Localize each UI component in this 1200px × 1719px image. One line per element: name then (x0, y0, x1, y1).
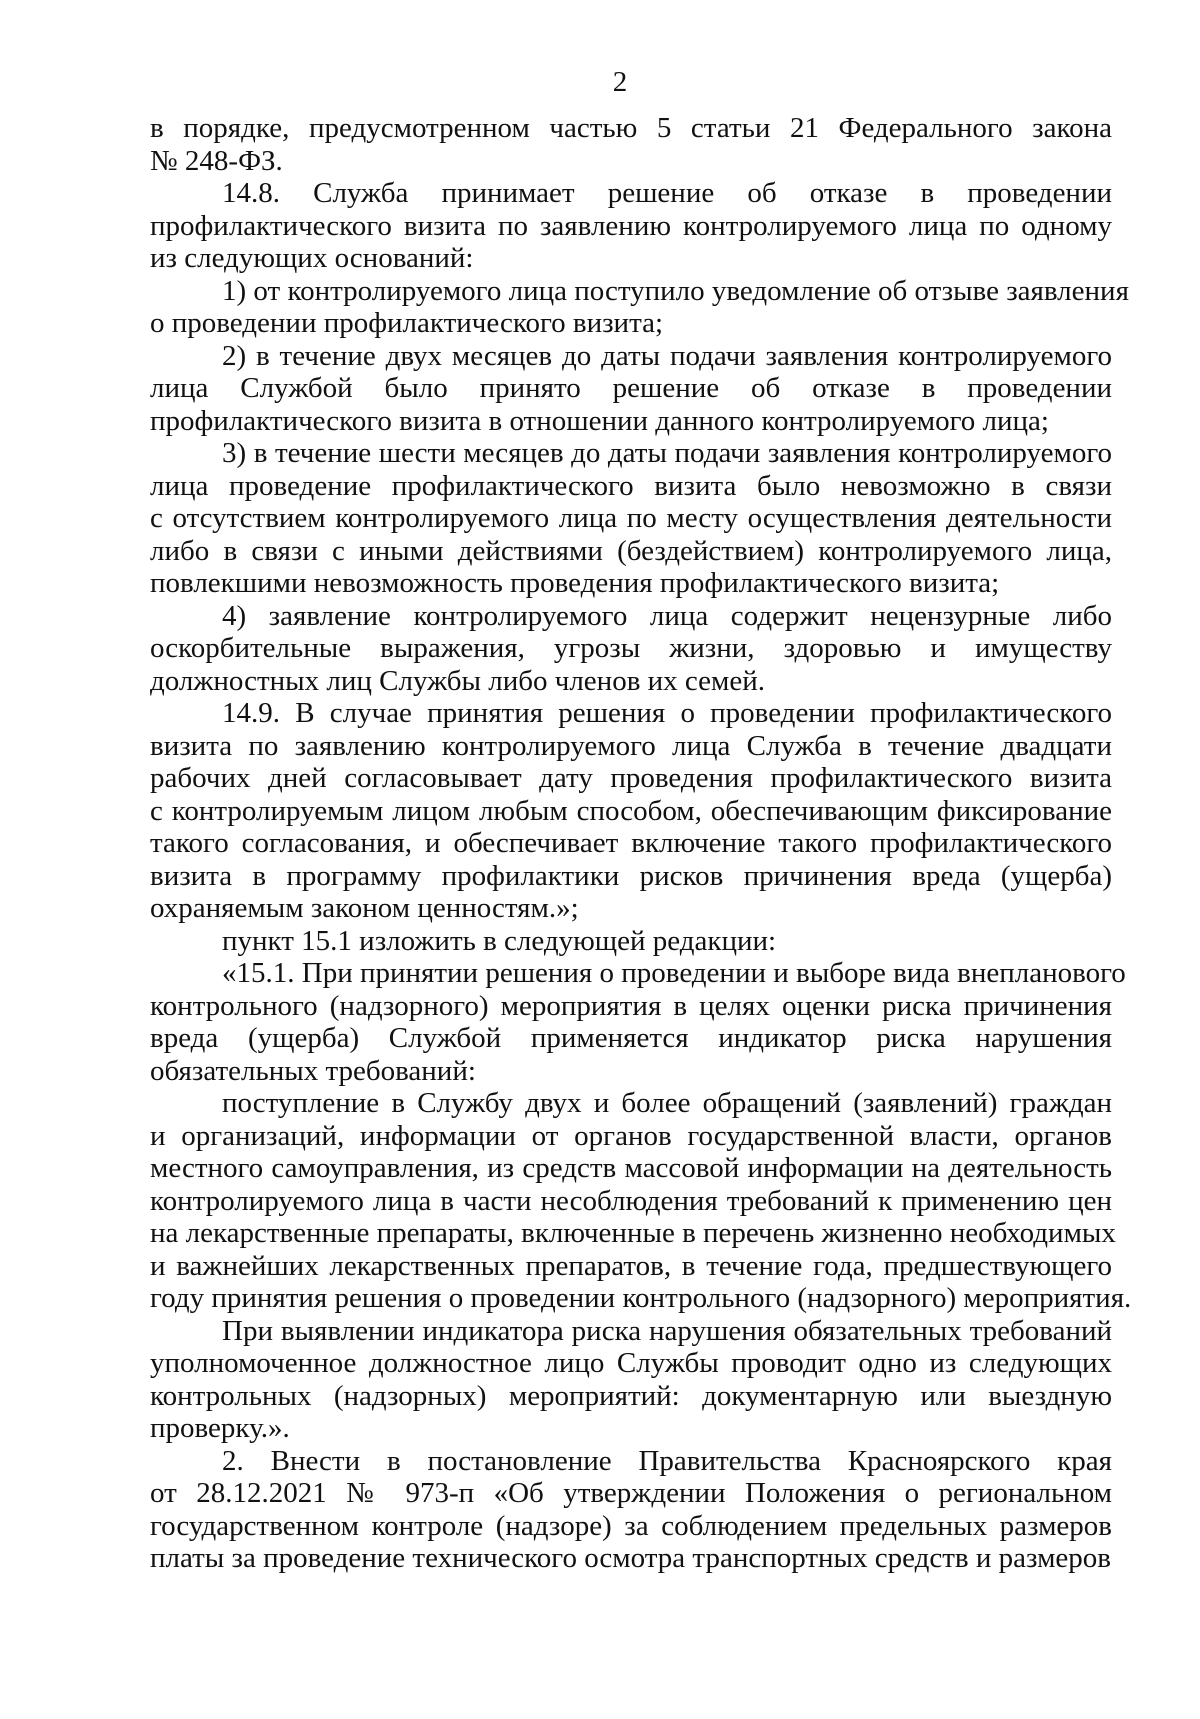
text-line: При выявлении индикатора риска нарушения обязательных требований (222, 1314, 1112, 1347)
text-line: профилактического визита в отношении данного контролируемого лица; (150, 404, 1049, 437)
paragraph (150, 1087, 1132, 1315)
text-line: уполномоченное должностное лицо Службы проводит одно из следующих (150, 1347, 1112, 1379)
text-line: и важнейших лекарственных препаратов, в течение года, предшествующего (150, 1249, 1112, 1282)
text-line: местного самоуправления, из средств массовой информации на деятельность (150, 1152, 1112, 1184)
text-line: и организаций, информации от органов государственной власти, органов (150, 1119, 1112, 1152)
text-line: должностных лиц Службы либо членов их семей. (150, 664, 766, 697)
text-line: такого согласования, и обеспечивает включение такого профилактического (150, 827, 1112, 859)
text-line: контрольных (надзорных) мероприятий: документарную или выездную (150, 1379, 1112, 1412)
paragraph (150, 340, 1112, 438)
paragraph (150, 925, 1112, 958)
text-line: оскорбительные выражения, угрозы жизни, здоровью и имуществу (150, 632, 1112, 664)
text-line: обязательных требований: (150, 1054, 476, 1087)
text-line: платы за проведение технического осмотра транспортных средств и размеров (150, 1542, 1111, 1574)
paragraph (150, 1315, 1112, 1445)
text-line: № 248-ФЗ. (150, 144, 283, 177)
text-line: рабочих дней согласовывает дату проведения профилактического визита (150, 762, 1112, 794)
text-line: лица проведение профилактического визита было невозможно в связи (150, 469, 1112, 502)
document-body (150, 112, 1132, 1575)
text-line: контрольного (надзорного) мероприятия в целях оценки риска причинения (150, 989, 1112, 1022)
text-line: государственном контроле (надзоре) за соблюдением предельных размеров (150, 1509, 1112, 1542)
text-line: 1) от контролируемого лица поступило уведомление об отзыве заявления (222, 274, 1129, 307)
text-line: от 28.12.2021 № 973-п «Об утверждении Положения о региональном (150, 1477, 1112, 1509)
text-line: с отсутствием контролируемого лица по месту осуществления деятельности (150, 502, 1112, 534)
text-line: году принятия решения о проведении контрольного (надзорного) мероприятия. (150, 1282, 1132, 1314)
text-line: либо в связи с иными действиями (бездействием) контролируемого лица, (150, 534, 1112, 567)
text-line: в порядке, предусмотренном частью 5 статьи 21 Федерального закона (150, 112, 1112, 144)
text-line: о проведении профилактического визита; (150, 307, 664, 339)
paragraph (150, 957, 1126, 1087)
text-line: профилактического визита по заявлению контролируемого лица по одному (150, 209, 1112, 242)
text-line: проверку.». (150, 1412, 290, 1444)
paragraph (150, 600, 1112, 698)
text-line: контролируемого лица в части несоблюдения требований к применению цен (150, 1184, 1112, 1217)
paragraph (150, 112, 1112, 177)
text-line: визита по заявлению контролируемого лица Служба в течение двадцати (150, 729, 1112, 762)
text-line: 4) заявление контролируемого лица содержит нецензурные либо (222, 599, 1112, 632)
text-line: повлекшими невозможность проведения профилактического визита; (150, 567, 1000, 599)
paragraph (150, 274, 1129, 340)
page-number: 2 (612, 66, 628, 98)
text-line: 2. Внести в постановление Правительства Красноярского края (222, 1444, 1112, 1477)
text-line: из следующих оснований: (150, 242, 474, 274)
paragraph (150, 437, 1112, 600)
text-line: охраняемым законом ценностям.»; (150, 892, 579, 924)
text-line: «15.1. При принятии решения о проведении и выборе вида внепланового (222, 957, 1126, 989)
text-line: вреда (ущерба) Службой применяется индикатор риска нарушения (150, 1022, 1112, 1054)
text-line: 14.9. В случае принятия решения о проведении профилактического (222, 697, 1112, 729)
paragraph (150, 177, 1112, 275)
text-line: 14.8. Служба принимает решение об отказе в проведении (222, 177, 1112, 209)
paragraph (150, 697, 1112, 925)
text-line: 3) в течение шести месяцев до даты подачи заявления контролируемого (222, 437, 1112, 469)
text-line: пункт 15.1 изложить в следующей редакции: (222, 924, 777, 957)
text-line: на лекарственные препараты, включенные в перечень жизненно необходимых (150, 1217, 1116, 1249)
text-line: 2) в течение двух месяцев до даты подачи заявления контролируемого (222, 339, 1112, 372)
text-line: поступление в Службу двух и более обращений (заявлений) граждан (222, 1087, 1112, 1119)
text-line: с контролируемым лицом любым способом, обеспечивающим фиксирование (150, 794, 1112, 827)
paragraph (150, 1445, 1112, 1575)
text-line: визита в программу профилактики рисков причинения вреда (ущерба) (150, 859, 1112, 892)
text-line: лица Службой было принято решение об отказе в проведении (150, 372, 1112, 404)
